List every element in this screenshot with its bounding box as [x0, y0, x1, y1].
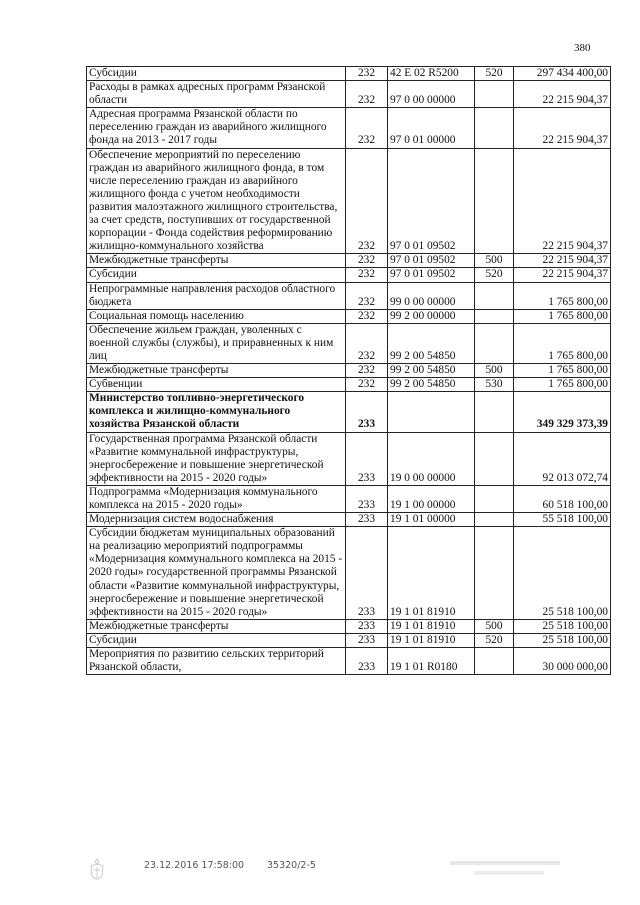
footer-timestamp: 23.12.2016 17:58:00 [144, 860, 245, 871]
row-expense-type [475, 148, 514, 254]
row-target-article: 97 0 01 09502 [388, 254, 475, 268]
row-name: Субсидии [87, 633, 346, 647]
table-row [87, 392, 611, 432]
row-target-article: 97 0 01 00000 [388, 108, 475, 148]
row-name: Субсидии [87, 67, 346, 81]
row-target-article: 19 0 00 00000 [388, 432, 475, 485]
row-ministry-code: 233 [346, 648, 388, 675]
row-expense-type [475, 485, 514, 512]
row-target-article: 99 0 00 00000 [388, 282, 475, 309]
row-target-article: 42 Е 02 R5200 [388, 67, 475, 81]
row-amount: 1 765 800,00 [514, 364, 611, 378]
table-row [87, 67, 611, 81]
row-amount: 25 518 100,00 [514, 619, 611, 633]
row-name: Обеспечение жильем граждан, уволенных с военной службы (службы), и приравненных к ним лиц [87, 323, 346, 363]
row-name: Социальная помощь населению [87, 309, 346, 323]
table-row [87, 81, 611, 108]
row-expense-type [475, 309, 514, 323]
row-name: Мероприятия по развитию сельских территорий Рязанской области, [87, 648, 346, 675]
table-row [87, 432, 611, 485]
row-target-article: 19 1 01 81910 [388, 527, 475, 620]
row-ministry-code: 232 [346, 309, 388, 323]
row-ministry-code: 233 [346, 432, 388, 485]
row-name: Субсидии [87, 268, 346, 282]
table-row [87, 619, 611, 633]
row-amount: 60 518 100,00 [514, 485, 611, 512]
row-name: Обеспечение мероприятий по переселению граждан из аварийного жилищного фонда, в том числе переселению граждан из аварийного жилищного фонда с учетом необходимости развития малоэтажного жилищного строительства, за счет средств, поступивших от государственной корпорации - Фонда содействия реформированию жилищно-коммунального хозяйства [87, 148, 346, 254]
row-ministry-code: 233 [346, 633, 388, 647]
row-amount: 92 013 072,74 [514, 432, 611, 485]
table-row [87, 633, 611, 647]
row-name: Государственная программа Рязанской области «Развитие коммунальной инфраструктуры, энергосбережение и повышение энергетической эффективности на 2015 - 2020 годы» [87, 432, 346, 485]
row-expense-type [475, 108, 514, 148]
row-target-article: 19 1 01 R0180 [388, 648, 475, 675]
table-row [87, 485, 611, 512]
row-expense-type [475, 282, 514, 309]
row-ministry-code: 233 [346, 513, 388, 527]
row-expense-type [475, 513, 514, 527]
table-row [87, 513, 611, 527]
row-ministry-code: 232 [346, 81, 388, 108]
row-name: Адресная программа Рязанской области по переселению граждан из аварийного жилищного фонда на 2013 - 2017 годы [87, 108, 346, 148]
row-expense-type: 520 [475, 268, 514, 282]
row-expense-type: 500 [475, 619, 514, 633]
row-name: Министерство топливно-энергетического комплекса и жилищно-коммунального хозяйства Рязанской области [87, 392, 346, 432]
row-name: Непрограммные направления расходов областного бюджета [87, 282, 346, 309]
page-number: 380 [574, 42, 591, 54]
row-amount: 25 518 100,00 [514, 527, 611, 620]
row-ministry-code: 233 [346, 485, 388, 512]
table-row [87, 378, 611, 392]
row-expense-type [475, 323, 514, 363]
row-target-article: 19 1 01 00000 [388, 513, 475, 527]
table-row [87, 309, 611, 323]
row-target-article: 19 1 00 00000 [388, 485, 475, 512]
row-amount: 25 518 100,00 [514, 633, 611, 647]
row-amount: 30 000 000,00 [514, 648, 611, 675]
row-expense-type [475, 527, 514, 620]
row-expense-type: 530 [475, 378, 514, 392]
row-name: Подпрограмма «Модернизация коммунального комплекса на 2015 - 2020 годы» [87, 485, 346, 512]
row-amount: 1 765 800,00 [514, 282, 611, 309]
row-expense-type: 520 [475, 633, 514, 647]
row-amount: 22 215 904,37 [514, 81, 611, 108]
table-row [87, 648, 611, 675]
row-name: Межбюджетные трансферты [87, 619, 346, 633]
row-amount: 1 765 800,00 [514, 309, 611, 323]
footer [0, 858, 640, 888]
table-row [87, 527, 611, 620]
row-name: Субсидии бюджетам муниципальных образований на реализацию мероприятий подпрограммы «Модернизация коммунального комплекса на 2015 - 2020 годы» государственной программы Рязанской области «Развитие коммунальной инфраструктуры, энергосбережение и повышение энергетической эффективности на 2015 - 2020 годы» [87, 527, 346, 620]
row-amount: 297 434 400,00 [514, 67, 611, 81]
row-name: Межбюджетные трансферты [87, 254, 346, 268]
budget-table [86, 66, 611, 675]
row-ministry-code: 233 [346, 619, 388, 633]
footer-document-id: 35320/2-5 [267, 860, 316, 871]
row-ministry-code: 232 [346, 323, 388, 363]
row-ministry-code: 233 [346, 392, 388, 432]
table-row [87, 282, 611, 309]
row-target-article: 99 2 00 00000 [388, 309, 475, 323]
row-name: Модернизация систем водоснабжения [87, 513, 346, 527]
row-name: Межбюджетные трансферты [87, 364, 346, 378]
table-row [87, 148, 611, 254]
row-amount: 22 215 904,37 [514, 254, 611, 268]
row-expense-type [475, 81, 514, 108]
row-ministry-code: 232 [346, 282, 388, 309]
row-expense-type [475, 432, 514, 485]
row-amount: 1 765 800,00 [514, 323, 611, 363]
row-target-article: 97 0 00 00000 [388, 81, 475, 108]
row-amount: 349 329 373,39 [514, 392, 611, 432]
row-target-article: 19 1 01 81910 [388, 633, 475, 647]
row-expense-type [475, 648, 514, 675]
table-row [87, 364, 611, 378]
row-ministry-code: 232 [346, 268, 388, 282]
row-ministry-code: 232 [346, 254, 388, 268]
table-row [87, 268, 611, 282]
table-row [87, 108, 611, 148]
row-expense-type [475, 392, 514, 432]
row-ministry-code: 232 [346, 148, 388, 254]
row-target-article: 97 0 01 09502 [388, 268, 475, 282]
row-ministry-code: 232 [346, 378, 388, 392]
row-amount: 22 215 904,37 [514, 108, 611, 148]
row-amount: 55 518 100,00 [514, 513, 611, 527]
row-name: Расходы в рамках адресных программ Рязанской области [87, 81, 346, 108]
row-amount: 1 765 800,00 [514, 378, 611, 392]
row-name: Субвенции [87, 378, 346, 392]
coat-of-arms-icon [88, 858, 106, 884]
row-expense-type: 520 [475, 67, 514, 81]
row-target-article [388, 392, 475, 432]
row-expense-type: 500 [475, 364, 514, 378]
row-ministry-code: 232 [346, 108, 388, 148]
faint-stamp-mark [448, 858, 568, 882]
row-target-article: 97 0 01 09502 [388, 148, 475, 254]
table-row [87, 323, 611, 363]
table-row [87, 254, 611, 268]
row-expense-type: 500 [475, 254, 514, 268]
row-target-article: 19 1 01 81910 [388, 619, 475, 633]
row-target-article: 99 2 00 54850 [388, 323, 475, 363]
row-target-article: 99 2 00 54850 [388, 378, 475, 392]
row-ministry-code: 232 [346, 364, 388, 378]
row-amount: 22 215 904,37 [514, 268, 611, 282]
row-ministry-code: 232 [346, 67, 388, 81]
row-amount: 22 215 904,37 [514, 148, 611, 254]
row-ministry-code: 233 [346, 527, 388, 620]
row-target-article: 99 2 00 54850 [388, 364, 475, 378]
